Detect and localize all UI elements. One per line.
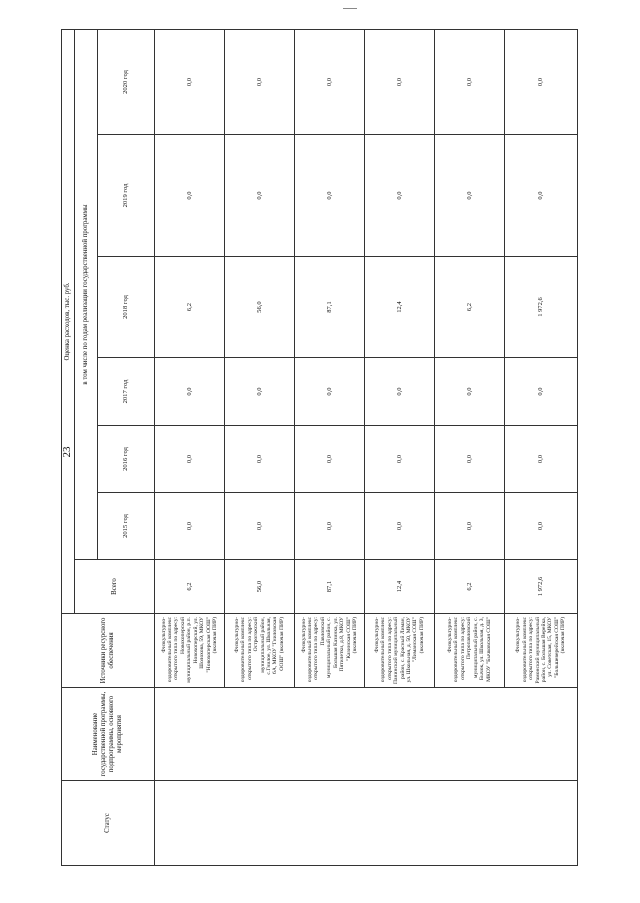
header-year-2020: 2020 год <box>98 29 155 134</box>
header-year-2018: 2018 год <box>98 257 155 358</box>
status-cell <box>155 781 578 866</box>
year-cell: 87,1 <box>295 257 365 358</box>
year-cell: 0,0 <box>435 135 505 257</box>
page-number: 23 <box>61 446 73 458</box>
year-cell: 56,0 <box>225 257 295 358</box>
year-cell: 0,0 <box>505 29 578 134</box>
header-year-2017: 2017 год <box>98 358 155 426</box>
total-cell: 6,2 <box>155 560 225 614</box>
year-cell: 0,0 <box>155 493 225 560</box>
year-cell: 0,0 <box>225 358 295 426</box>
year-cell: 0,0 <box>295 29 365 134</box>
rotated-table-container <box>61 30 577 866</box>
year-cell: 0,0 <box>365 426 435 493</box>
year-cell: 0,0 <box>295 426 365 493</box>
year-cell: 6,2 <box>155 257 225 358</box>
header-estimate: Оценка расходов, тыс. руб. <box>62 29 75 613</box>
table-row <box>155 29 225 865</box>
source-cell: Физкультурно-оздоровительный комплекс открытого типа по адресу: Рамонский муниципальный район, с. Большая Верейка, ул. Советская, 15, МКОУ "Большеверейская СОШ" (включая ПИР) <box>505 614 578 688</box>
total-cell: 87,1 <box>295 560 365 614</box>
year-cell: 0,0 <box>155 426 225 493</box>
source-cell: Физкультурно-оздоровительный комплекс открытого типа по адресу: Новохоперский муниципальный район, р.п. Новохоперский, ул. Шолохова, 59, МКОУ "Новохоперская ООШ" (включая ПИР) <box>155 614 225 688</box>
year-cell: 0,0 <box>505 426 578 493</box>
year-cell: 0,0 <box>295 493 365 560</box>
header-year-2016: 2016 год <box>98 426 155 493</box>
top-mark <box>343 8 357 9</box>
header-status: Статус <box>62 781 155 866</box>
name-cell <box>155 688 578 781</box>
year-cell: 0,0 <box>295 135 365 257</box>
source-cell: Физкультурно-оздоровительный комплекс открытого типа по адресу: Петропавловский муниципальный район, с. Бычок, ул. Школьная, д. 3, МКОУ "Бычковская СОШ" <box>435 614 505 688</box>
header-by-years: в том числе по годам реализации государственной программы <box>75 29 98 559</box>
year-cell: 0,0 <box>365 29 435 134</box>
year-cell: 12,4 <box>365 257 435 358</box>
year-cell: 0,0 <box>225 426 295 493</box>
header-year-2019: 2019 год <box>98 135 155 257</box>
year-cell: 0,0 <box>505 135 578 257</box>
year-cell: 6,2 <box>435 257 505 358</box>
year-cell: 0,0 <box>225 493 295 560</box>
year-cell: 0,0 <box>365 493 435 560</box>
source-cell: Физкультурно-оздоровительный комплекс открытого типа по адресу: Павловский муниципальный район, с. Большая Казинка, ул. Пятилетки, д.8, МКОУ "Казинская СОШ" (включая ПИР) <box>295 614 365 688</box>
year-cell: 0,0 <box>225 29 295 134</box>
header-total: Всего <box>75 560 155 614</box>
total-cell: 56,0 <box>225 560 295 614</box>
source-cell: Физкультурно-оздоровительный комплекс открытого типа по адресу: Панинский муниципальный район, с. Красный Лиман, ул. Школьная, д. 50, МКОУ "Лиманская СОШ" (включая ПИР) <box>365 614 435 688</box>
header-name: Наименование государственной программы, подпрограммы, основного мероприятия <box>62 688 155 781</box>
year-cell: 0,0 <box>295 358 365 426</box>
total-cell: 12,4 <box>365 560 435 614</box>
year-cell: 0,0 <box>505 358 578 426</box>
year-cell: 0,0 <box>435 426 505 493</box>
year-cell: 0,0 <box>225 135 295 257</box>
total-cell: 1 972,6 <box>505 560 578 614</box>
year-cell: 0,0 <box>155 358 225 426</box>
year-cell: 0,0 <box>365 135 435 257</box>
source-cell: Физкультурно-оздоровительный комплекс открытого типа по адресу: Острогожский муниципальный район, с.Гнилое, ул. Школьная, 6А, МКОУ "Гниловская ООШ" (включая ПИР) <box>225 614 295 688</box>
year-cell: 1 972,6 <box>505 257 578 358</box>
header-year-2015: 2015 год <box>98 493 155 560</box>
year-cell: 0,0 <box>155 29 225 134</box>
year-cell: 0,0 <box>365 358 435 426</box>
year-cell: 0,0 <box>505 493 578 560</box>
year-cell: 0,0 <box>435 358 505 426</box>
year-cell: 0,0 <box>155 135 225 257</box>
expenditure-table <box>61 29 578 866</box>
year-cell: 0,0 <box>435 493 505 560</box>
year-cell: 0,0 <box>435 29 505 134</box>
total-cell: 6,2 <box>435 560 505 614</box>
header-source: Источники ресурсного обеспечения <box>62 614 155 688</box>
